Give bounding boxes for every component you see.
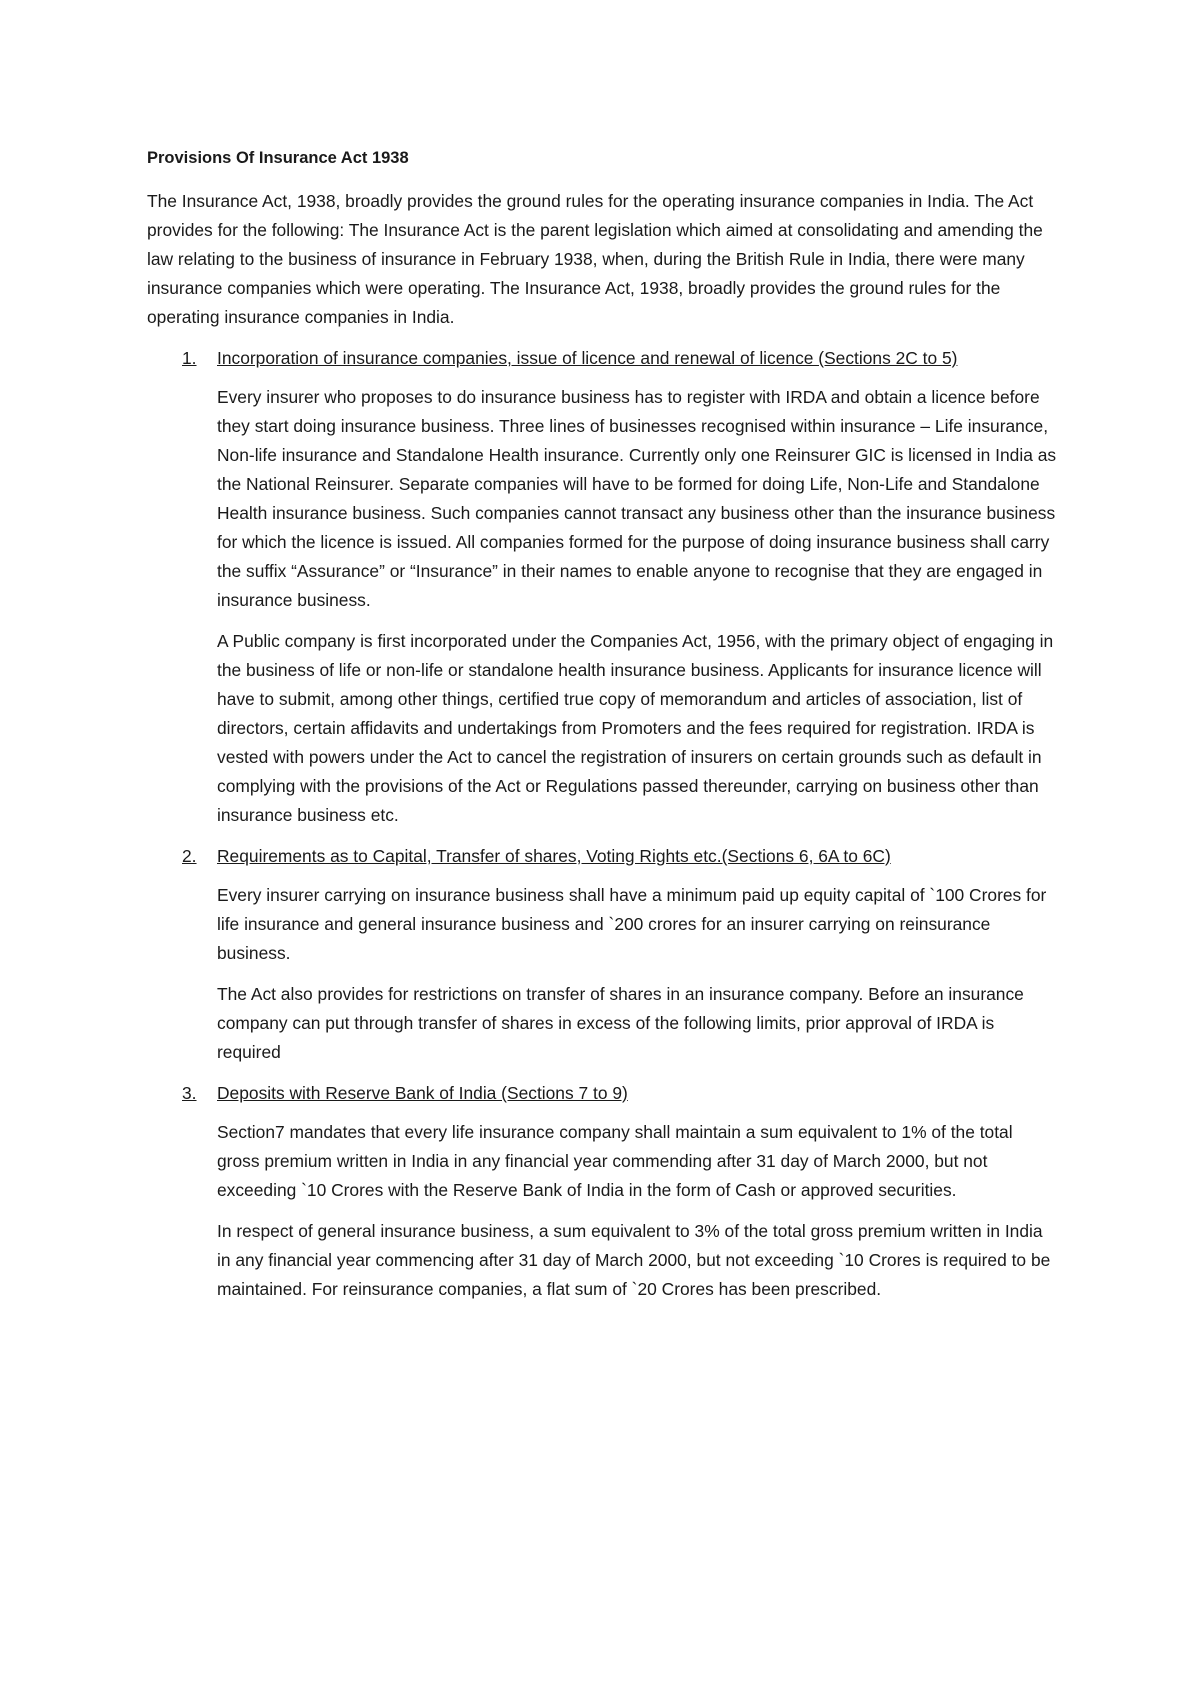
body-paragraph: Every insurer carrying on insurance business shall have a minimum paid up equity capital of `100 Crores for life insurance and general insurance business and `200 crores for an insurer carrying on reinsurance business. <box>217 885 1047 963</box>
section-heading <box>147 842 1059 871</box>
body-paragraph: In respect of general insurance business, a sum equivalent to 3% of the total gross premium written in India in any financial year commencing after 31 day of March 2000, but not exceeding `10 Crores is required to be maintained. For reinsurance companies, a flat sum of `20 Crores has been prescribed. <box>217 1221 1051 1299</box>
section-body <box>147 881 1059 1067</box>
body-paragraph: Every insurer who proposes to do insurance business has to register with IRDA and obtain a licence before they start doing insurance business. Three lines of businesses recognised within insurance – Life insurance, Non-life insurance and Standalone Health insurance. Currently only one Reinsurer GIC is licensed in India as the National Reinsurer. Separate companies will have to be formed for doing Life, Non-Life and Standalone Health insurance business. Such companies cannot transact any business other than the insurance business for which the licence is issued. All companies formed for the purpose of doing insurance business shall carry the suffix “Assurance” or “Insurance” in their names to enable anyone to recognise that they are engaged in insurance business. <box>217 387 1057 610</box>
section-title: Requirements as to Capital, Transfer of shares, Voting Rights etc.(Sections 6, 6A to 6C) <box>217 846 891 866</box>
section-title: Deposits with Reserve Bank of India (Sections 7 to 9) <box>217 1083 628 1103</box>
section-3 <box>147 1079 1059 1304</box>
section-number: 2. <box>182 846 197 866</box>
section-number: 1. <box>182 348 197 368</box>
section-heading <box>147 1079 1059 1108</box>
section-number: 3. <box>182 1083 197 1103</box>
section-heading <box>147 344 1059 373</box>
document-page <box>147 146 1059 1316</box>
document-title: Provisions Of Insurance Act 1938 <box>147 149 409 167</box>
body-paragraph: Section7 mandates that every life insurance company shall maintain a sum equivalent to 1% of the total gross premium written in India in any financial year commending after 31 day of March 2000, but not exceeding `10 Crores with the Reserve Bank of India in the form of Cash or approved securities. <box>217 1122 1013 1200</box>
body-paragraph: A Public company is first incorporated under the Companies Act, 1956, with the primary object of engaging in the business of life or non-life or standalone health insurance business. Applicants for insurance licence will have to submit, among other things, certified true copy of memorandum and articles of association, list of directors, certain affidavits and undertakings from Promoters and the fees required for registration. IRDA is vested with powers under the Act to cancel the registration of insurers on certain grounds such as default in complying with the provisions of the Act or Regulations passed thereunder, carrying on business other than insurance business etc. <box>217 631 1054 825</box>
section-body <box>147 383 1059 830</box>
intro-paragraph: The Insurance Act, 1938, broadly provides the ground rules for the operating insurance companies in India. The Act provides for the following: The Insurance Act is the parent legislation which aimed at consolidating and amending the law relating to the business of insurance in February 1938, when, during the British Rule in India, there were many insurance companies which were operating. The Insurance Act, 1938, broadly provides the ground rules for the operating insurance companies in India. <box>147 191 1043 327</box>
body-paragraph: The Act also provides for restrictions on transfer of shares in an insurance company. Before an insurance company can put through transfer of shares in excess of the following limits, prior approval of IRDA is required <box>217 984 1024 1062</box>
section-body <box>147 1118 1059 1304</box>
section-1 <box>147 344 1059 830</box>
section-title: Incorporation of insurance companies, issue of licence and renewal of licence (Sections 2C to 5) <box>217 348 958 368</box>
section-2 <box>147 842 1059 1067</box>
